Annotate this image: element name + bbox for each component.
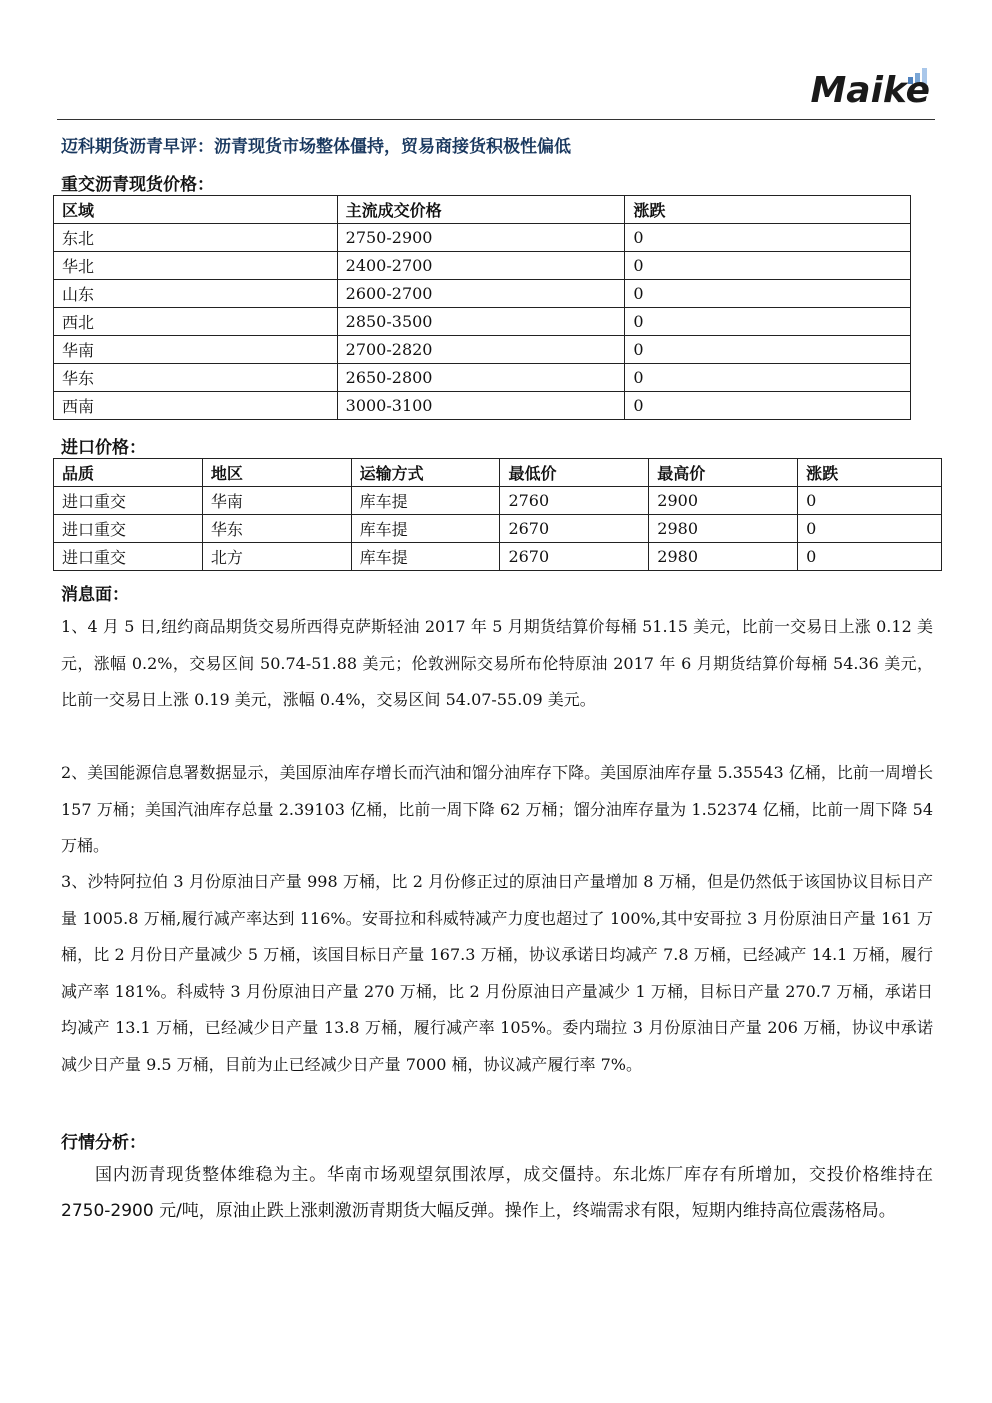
import-price-table	[53, 458, 942, 571]
news-heading: 消息面：	[61, 585, 129, 605]
table-cell: 库车提	[351, 515, 500, 543]
column-header: 主流成交价格	[337, 196, 625, 224]
table-cell: 华北	[54, 252, 338, 280]
table-cell: 0	[625, 308, 911, 336]
column-header: 运输方式	[351, 459, 500, 487]
table-row	[54, 224, 911, 252]
table-cell: 库车提	[351, 543, 500, 571]
column-header: 品质	[54, 459, 203, 487]
page-title: 迈科期货沥青早评：沥青现货市场整体僵持，贸易商接货积极性偏低	[61, 137, 571, 157]
spot-price-heading: 重交沥青现货价格：	[61, 175, 214, 195]
table-cell: 华东	[202, 515, 351, 543]
column-header: 区域	[54, 196, 338, 224]
table-cell: 2650-2800	[337, 364, 625, 392]
spot-price-table	[53, 195, 911, 420]
table-cell: 2980	[649, 543, 798, 571]
table-cell: 库车提	[351, 487, 500, 515]
table-cell: 山东	[54, 280, 338, 308]
column-header: 涨跌	[625, 196, 911, 224]
table-header-row	[54, 459, 942, 487]
table-cell: 0	[798, 487, 942, 515]
news-item-1: 1、4 月 5 日,纽约商品期货交易所西得克萨斯轻油 2017 年 5 月期货结算价每桶 51.15 美元，比前一交易日上涨 0.12 美元，涨幅 0.2%，交易区间 50.74-51.88 美元；伦敦洲际交易所布伦特原油 2017 年 6 月期货结算价每桶 54.36 美元，比前一交易日上涨 0.19 美元，涨幅 0.4%，交易区间 54.07-55.09 美元。	[61, 617, 933, 709]
column-header: 涨跌	[798, 459, 942, 487]
table-row	[54, 543, 942, 571]
column-header: 最低价	[500, 459, 649, 487]
table-cell: 东北	[54, 224, 338, 252]
news-item-2: 2、美国能源信息署数据显示，美国原油库存增长而汽油和馏分油库存下降。美国原油库存量 5.35543 亿桶，比前一周增长 157 万桶；美国汽油库存总量 2.39103 亿桶，比前一周下降 62 万桶；馏分油库存量为 1.52374 亿桶，比前一周下降 54 万桶。	[61, 763, 933, 855]
table-cell: 3000-3100	[337, 392, 625, 420]
table-cell: 2750-2900	[337, 224, 625, 252]
brand-logo: Maike	[810, 70, 930, 111]
table-row	[54, 487, 942, 515]
table-cell: 2670	[500, 515, 649, 543]
table-cell: 进口重交	[54, 543, 203, 571]
table-row	[54, 252, 911, 280]
table-cell: 进口重交	[54, 515, 203, 543]
table-cell: 0	[625, 252, 911, 280]
table-cell: 西北	[54, 308, 338, 336]
table-cell: 0	[625, 364, 911, 392]
news-item-3: 3、沙特阿拉伯 3 月份原油日产量 998 万桶，比 2 月份修正过的原油日产量增加 8 万桶，但是仍然低于该国协议目标日产量 1005.8 万桶,履行减产率达到 116%。安哥拉和科威特减产力度也超过了 100%,其中安哥拉 3 月份原油日产量 161 万桶，比 2 月份日产量减少 5 万桶，该国目标日产量 167.3 万桶，协议承诺日均减产 7.8 万桶，已经减产 14.1 万桶，履行减产率 181%。科威特 3 月份原油日产量 270 万桶，比 2 月份原油日产量减少 1 万桶，目标日产量 270.7 万桶，承诺日均减产 13.1 万桶，已经减少日产量 13.8 万桶，履行减产率 105%。委内瑞拉 3 月份原油日产量 206 万桶，协议中承诺减少日产量 9.5 万桶，目前为止已经减少日产量 7000 桶，协议减产履行率 7%。	[61, 872, 933, 1074]
analysis-heading: 行情分析：	[61, 1133, 146, 1153]
table-cell: 0	[625, 224, 911, 252]
import-price-heading: 进口价格：	[61, 438, 146, 458]
table-cell: 0	[625, 392, 911, 420]
table-row	[54, 364, 911, 392]
table-row	[54, 515, 942, 543]
table-row	[54, 336, 911, 364]
table-header-row	[54, 196, 911, 224]
table-cell: 0	[798, 515, 942, 543]
table-cell: 2400-2700	[337, 252, 625, 280]
table-cell: 2980	[649, 515, 798, 543]
table-cell: 华南	[54, 336, 338, 364]
table-row	[54, 392, 911, 420]
table-cell: 北方	[202, 543, 351, 571]
table-cell: 进口重交	[54, 487, 203, 515]
table-cell: 2760	[500, 487, 649, 515]
table-cell: 西南	[54, 392, 338, 420]
table-cell: 0	[625, 336, 911, 364]
table-cell: 2600-2700	[337, 280, 625, 308]
analysis-paragraph: 国内沥青现货整体维稳为主。华南市场观望氛围浓厚，成交僵持。东北炼厂库存有所增加，交投价格维持在 2750-2900 元/吨，原油止跌上涨刺激沥青期货大幅反弹。操作上，终端需求有限，短期内维持高位震荡格局。	[61, 1165, 933, 1221]
table-row	[54, 280, 911, 308]
table-cell: 2700-2820	[337, 336, 625, 364]
table-cell: 2670	[500, 543, 649, 571]
table-cell: 2900	[649, 487, 798, 515]
table-cell: 0	[625, 280, 911, 308]
column-header: 地区	[202, 459, 351, 487]
table-cell: 2850-3500	[337, 308, 625, 336]
table-cell: 0	[798, 543, 942, 571]
table-cell: 华南	[202, 487, 351, 515]
column-header: 最高价	[649, 459, 798, 487]
table-cell: 华东	[54, 364, 338, 392]
table-row	[54, 308, 911, 336]
header-divider	[57, 119, 935, 120]
